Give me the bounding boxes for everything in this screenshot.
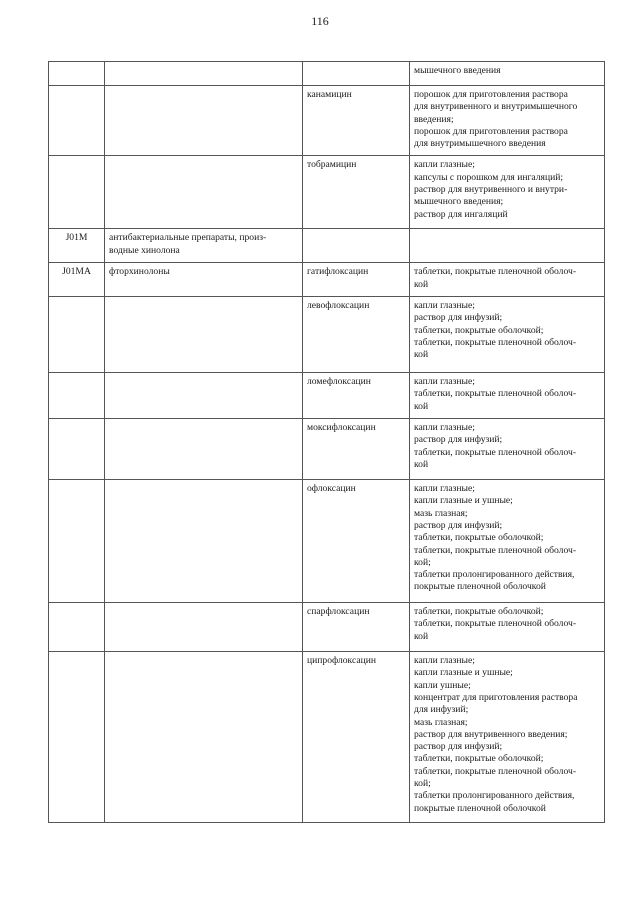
atc-code-cell (49, 156, 105, 229)
pharm-group-line: фторхинолоны (109, 266, 170, 278)
dosage-form-line: таблетки, покрытые пленочной оболоч- (414, 765, 577, 777)
pharm-group-cell (105, 229, 303, 263)
dosage-form-line: раствор для внутривенного введения; (414, 728, 568, 740)
dosage-forms-cell (410, 652, 605, 823)
dosage-form-line: кой (414, 630, 429, 642)
dosage-form-line: капли глазные; (414, 422, 475, 434)
dosage-form-line: таблетки, покрытые пленочной оболоч- (414, 544, 577, 556)
substance-cell: ломефлоксацин (303, 373, 410, 419)
table-row (49, 603, 605, 652)
dosage-form-line: введения; (414, 113, 454, 125)
substance-cell (303, 62, 410, 86)
substance-cell: левофлоксацин (303, 297, 410, 373)
pharm-group-line: антибактериальные препараты, произ- (109, 232, 267, 244)
dosage-form-line: раствор для инфузий; (414, 434, 503, 446)
substance-cell: канамицин (303, 86, 410, 156)
dosage-form-line: кой; (414, 556, 431, 568)
table-body (49, 62, 605, 823)
dosage-form-line: мазь глазная; (414, 507, 468, 519)
dosage-form-line: кой (414, 278, 429, 290)
dosage-form-line: раствор для инфузий; (414, 741, 503, 753)
dosage-form-line: капли глазные; (414, 655, 475, 667)
table-row (49, 419, 605, 480)
dosage-form-line: порошок для приготовления раствора (414, 125, 568, 137)
table-row (49, 156, 605, 229)
pharm-group-cell (105, 480, 303, 603)
dosage-form-line: кой (414, 458, 429, 470)
dosage-form-line: капли глазные; (414, 300, 475, 312)
dosage-form-line: кой; (414, 778, 431, 790)
dosage-form-line: для инфузий; (414, 704, 469, 716)
atc-code-cell (49, 603, 105, 652)
pharm-group-cell (105, 652, 303, 823)
page-number: 116 (311, 14, 329, 28)
substance-cell: моксифлоксацин (303, 419, 410, 480)
pharm-group-cell (105, 297, 303, 373)
table-row (49, 86, 605, 156)
dosage-form-line: таблетки, покрытые оболочкой; (414, 606, 544, 618)
table-row (49, 480, 605, 603)
pharm-group-cell (105, 419, 303, 480)
dosage-forms-cell (410, 480, 605, 603)
dosage-form-line: концентрат для приготовления раствора (414, 691, 578, 703)
dosage-forms-cell (410, 86, 605, 156)
dosage-form-line: таблетки, покрытые пленочной оболоч- (414, 446, 577, 458)
substance-cell: гатифлоксацин (303, 263, 410, 297)
atc-code-cell (49, 373, 105, 419)
dosage-form-line: капли глазные и ушные; (414, 667, 513, 679)
substance-cell: ципрофлоксацин (303, 652, 410, 823)
pharm-group-cell (105, 62, 303, 86)
table-row (49, 263, 605, 297)
atc-code-cell (49, 419, 105, 480)
pharm-group-cell (105, 86, 303, 156)
dosage-form-line: кой (414, 349, 429, 361)
dosage-form-line: для внутримышечного введения (414, 138, 546, 150)
dosage-form-line: таблетки, покрытые пленочной оболоч- (414, 266, 577, 278)
pharm-group-cell (105, 263, 303, 297)
atc-code-cell (49, 86, 105, 156)
pharm-group-cell (105, 156, 303, 229)
dosage-form-line: мышечного введения (414, 65, 501, 76)
dosage-form-line: таблетки пролонгированного действия, (414, 569, 575, 581)
dosage-forms-cell (410, 229, 605, 263)
pharm-group-cell (105, 373, 303, 419)
dosage-form-line: капли ушные; (414, 679, 471, 691)
substance-cell (303, 229, 410, 263)
dosage-form-line: таблетки, покрытые пленочной оболоч- (414, 336, 577, 348)
dosage-forms-cell (410, 156, 605, 229)
dosage-form-line: раствор для инфузий; (414, 312, 503, 324)
dosage-form-line: капли глазные; (414, 159, 475, 171)
dosage-form-line: покрытые пленочной оболочкой (414, 802, 546, 814)
dosage-form-line: таблетки, покрытые оболочкой; (414, 532, 544, 544)
table-row (49, 373, 605, 419)
dosage-forms-cell (410, 62, 605, 86)
dosage-form-line: таблетки, покрытые пленочной оболоч- (414, 618, 577, 630)
dosage-form-line: мазь глазная; (414, 716, 468, 728)
dosage-form-line: таблетки пролонгированного действия, (414, 790, 575, 802)
dosage-form-line: капли глазные; (414, 376, 475, 388)
atc-code-cell (49, 480, 105, 603)
dosage-form-line: порошок для приготовления раствора (414, 89, 568, 100)
dosage-forms-cell (410, 419, 605, 480)
dosage-forms-cell (410, 263, 605, 297)
atc-code-cell: J01M (49, 229, 105, 263)
dosage-form-line: таблетки, покрытые оболочкой; (414, 324, 544, 336)
atc-code-cell: J01MA (49, 263, 105, 297)
dosage-form-line: раствор для ингаляций (414, 208, 508, 220)
dosage-form-line: капсулы с порошком для ингаляций; (414, 171, 564, 183)
table-row (49, 229, 605, 263)
substance-cell: офлоксацин (303, 480, 410, 603)
dosage-form-line: покрытые пленочной оболочкой (414, 581, 546, 593)
dosage-form-line: мышечного введения; (414, 196, 504, 208)
dosage-forms-cell (410, 603, 605, 652)
pharm-group-cell (105, 603, 303, 652)
dosage-forms-cell (410, 373, 605, 419)
substance-cell: тобрамицин (303, 156, 410, 229)
table-row (49, 62, 605, 86)
atc-code-cell (49, 297, 105, 373)
dosage-form-line: раствор для инфузий; (414, 519, 503, 531)
atc-code-cell (49, 652, 105, 823)
table-row (49, 652, 605, 823)
dosage-forms-cell (410, 297, 605, 373)
drug-registry-table (48, 61, 605, 823)
dosage-form-line: капли глазные; (414, 483, 475, 495)
dosage-form-line: раствор для внутривенного и внутри- (414, 184, 568, 196)
dosage-form-line: таблетки, покрытые оболочкой; (414, 753, 544, 765)
dosage-form-line: таблетки, покрытые пленочной оболоч- (414, 388, 577, 400)
dosage-form-line: капли глазные и ушные; (414, 495, 513, 507)
table-row (49, 297, 605, 373)
pharm-group-line: водные хинолона (109, 244, 180, 256)
substance-cell: спарфлоксацин (303, 603, 410, 652)
atc-code-cell (49, 62, 105, 86)
dosage-form-line: для внутривенного и внутримышечного (414, 101, 578, 113)
dosage-form-line: кой (414, 400, 429, 412)
